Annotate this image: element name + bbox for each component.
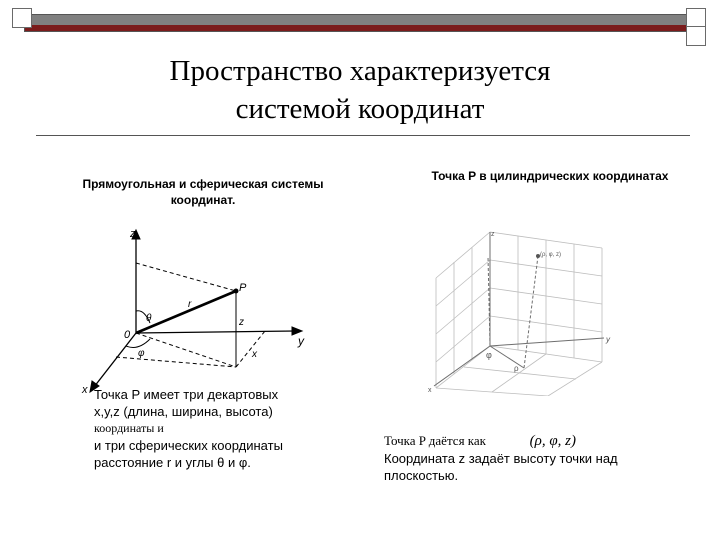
cyl-x-axis	[434, 346, 490, 386]
x-coordinate-label: x	[252, 349, 257, 360]
left-y-axis-label: y	[298, 334, 304, 348]
height-line	[524, 256, 538, 368]
grid-line	[548, 362, 602, 396]
corner-square-right-top	[686, 8, 706, 28]
grid-line	[436, 288, 490, 334]
corner-square-left	[12, 8, 32, 28]
rho-line	[490, 346, 524, 368]
left-caption-line-1: Прямоугольная и сферическая системы	[82, 177, 324, 191]
z-coordinate-label: z	[239, 317, 244, 328]
grid-line	[436, 316, 490, 362]
title-line-1: Пространство характеризуется	[169, 55, 551, 87]
slide-title	[120, 52, 600, 128]
spherical-coordinates-diagram	[80, 225, 320, 395]
point-p-dot	[234, 289, 239, 294]
left-text-line-4: и три сферических координаты	[94, 438, 283, 453]
cylindrical-coordinates-diagram	[428, 218, 624, 396]
x-axis-line	[94, 333, 136, 387]
grid-line	[436, 232, 490, 278]
cyl-phi-label: φ	[486, 350, 492, 360]
cyl-z-label: z	[491, 231, 495, 238]
left-text-line-5: расстояние r и углы θ и φ.	[94, 455, 251, 470]
cyl-y-axis	[490, 338, 604, 346]
cyl-formula: (ρ, φ, z)	[529, 433, 576, 449]
left-text-line-1: Точка P имеет три декартовых	[94, 387, 279, 402]
left-caption-line-2: координат.	[170, 193, 236, 207]
right-text-line-1: Точка P даётся как	[384, 433, 487, 448]
left-caption	[48, 176, 358, 208]
radius-label: r	[188, 299, 192, 310]
grid-line	[436, 260, 490, 306]
projection-origin-to-base	[136, 333, 236, 367]
left-text-line-3: координаты и	[94, 421, 164, 435]
origin-label: 0	[124, 329, 131, 341]
slide-top-bar-accent	[25, 25, 693, 31]
title-line-2: системой координат	[235, 93, 485, 125]
theta-label: θ	[146, 313, 152, 324]
grid-line	[492, 354, 546, 392]
left-z-axis-label: z	[130, 228, 136, 240]
right-text-line-2: Координата z задаёт высоту точки над	[384, 451, 618, 466]
projection-x-to-base	[116, 357, 236, 367]
projection-base-to-y	[236, 331, 265, 367]
phi-label: φ	[138, 348, 145, 359]
left-x-axis-label: x	[82, 384, 88, 395]
left-text-line-2: x,y,z (длина, ширина, высота)	[94, 404, 273, 419]
cyl-y-label: y	[606, 335, 610, 344]
right-text-line-3: плоскостью.	[384, 468, 459, 483]
right-caption: Точка P в цилиндрических координатах	[431, 169, 669, 183]
cyl-rho-label: ρ	[514, 364, 519, 373]
cyl-point-label: (ρ, φ, z)	[540, 252, 561, 258]
cyl-x-label: x	[428, 387, 432, 394]
point-p-label: P	[239, 282, 247, 294]
left-description	[94, 386, 354, 471]
corner-square-right-bottom	[686, 26, 706, 46]
radius-vector	[136, 291, 236, 333]
title-divider	[36, 135, 690, 136]
right-description	[384, 432, 704, 484]
projection-z-to-p	[136, 263, 236, 291]
y-axis-line	[136, 331, 295, 333]
slide-top-bar	[24, 14, 694, 32]
grid-line	[464, 367, 576, 379]
